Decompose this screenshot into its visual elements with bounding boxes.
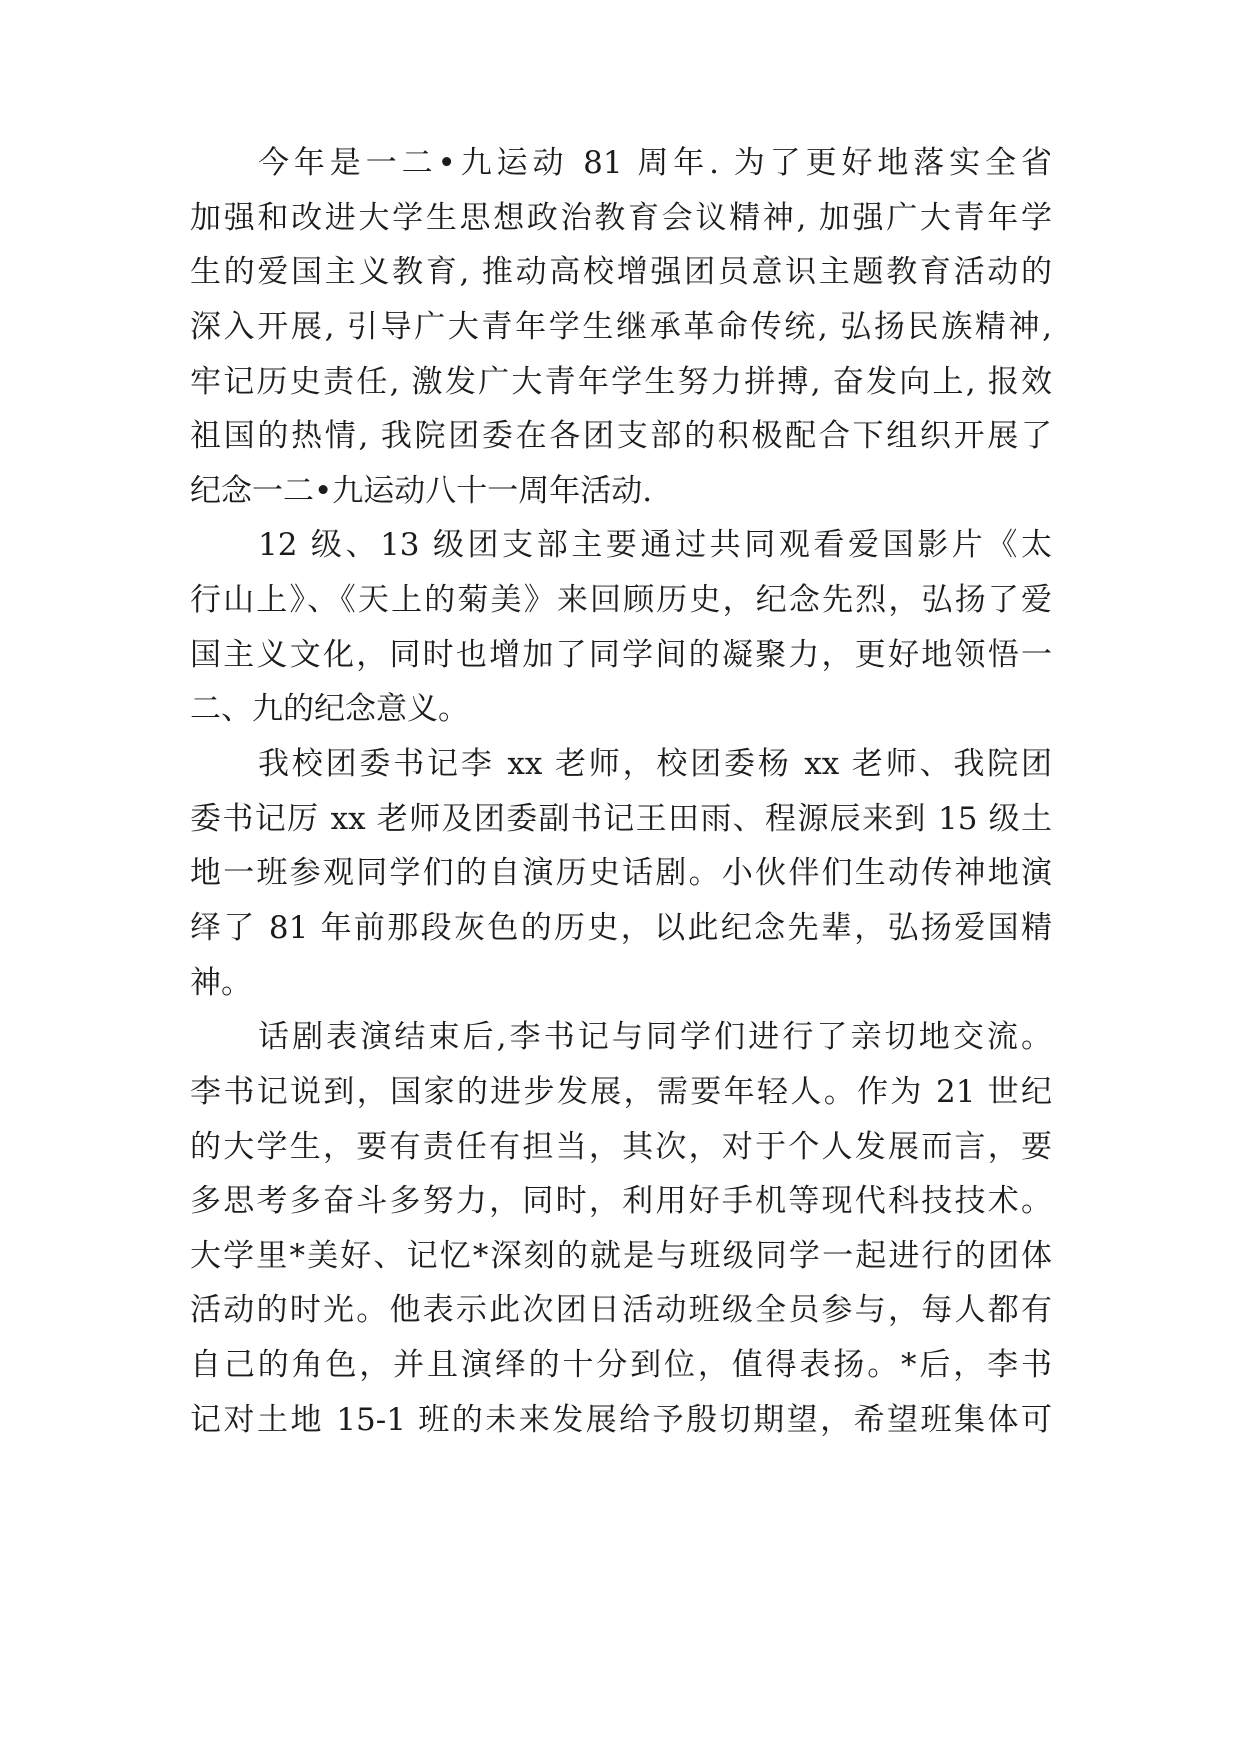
- text-line: 活动的时光。他表示此次团日活动班级全员参与，每人都有: [190, 1292, 1052, 1329]
- text-line: 二、九的纪念意义。: [190, 691, 469, 728]
- text-line: 多思考多奋斗多努力，同时，利用好手机等现代科技技术。: [190, 1183, 1052, 1220]
- paragraph: [190, 1010, 1052, 1447]
- paragraph: [190, 737, 1052, 1010]
- text-line: 的大学生，要有责任有担当，其次，对于个人发展而言，要: [190, 1128, 1052, 1165]
- text-line: 地一班参观同学们的自演历史话剧。小伙伴们生动传神地演: [190, 855, 1052, 892]
- text-line: 我校团委书记李 xx 老师，校团委杨 xx 老师、我院团: [258, 746, 1052, 783]
- document-body: [190, 136, 1052, 1447]
- text-line: 加强和改进大学生思想政治教育会议精神, 加强广大青年学: [190, 199, 1052, 236]
- text-line: 自己的角色，并且演绎的十分到位，值得表扬。*后，李书: [190, 1347, 1052, 1384]
- text-line: 大学里*美好、记忆*深刻的就是与班级同学一起进行的团体: [190, 1237, 1052, 1274]
- text-line: 深入开展, 引导广大青年学生继承革命传统, 弘扬民族精神,: [190, 308, 1052, 345]
- text-line: 纪念一二•九运动八十一周年活动.: [190, 472, 653, 509]
- text-line: 祖国的热情, 我院团委在各团支部的积极配合下组织开展了: [190, 418, 1052, 455]
- text-line: 国主义文化，同时也增加了同学间的凝聚力，更好地领悟一: [190, 636, 1052, 673]
- text-line: 12 级、13 级团支部主要通过共同观看爱国影片《太: [258, 527, 1052, 564]
- text-line: 委书记厉 xx 老师及团委副书记王田雨、程源辰来到 15 级土: [190, 800, 1052, 837]
- text-line: 今年是一二•九运动 81 周年. 为了更好地落实全省: [258, 145, 1052, 181]
- text-line: 生的爱国主义教育, 推动高校增强团员意识主题教育活动的: [190, 254, 1052, 291]
- text-line: 神。: [190, 964, 252, 1001]
- paragraph: [190, 136, 1052, 518]
- text-line: 牢记历史责任, 激发广大青年学生努力拼搏, 奋发向上, 报效: [190, 363, 1052, 400]
- text-line: 行山上》、《天上的菊美》来回顾历史，纪念先烈，弘扬了爱: [190, 582, 1052, 619]
- paragraph: [190, 518, 1052, 737]
- text-line: 绎了 81 年前那段灰色的历史，以此纪念先辈，弘扬爱国精: [190, 909, 1052, 946]
- text-line: 记对土地 15-1 班的未来发展给予殷切期望，希望班集体可: [190, 1401, 1052, 1438]
- text-line: 话剧表演结束后,李书记与同学们进行了亲切地交流。: [258, 1019, 1052, 1056]
- text-line: 李书记说到，国家的进步发展，需要年轻人。作为 21 世纪: [190, 1073, 1052, 1110]
